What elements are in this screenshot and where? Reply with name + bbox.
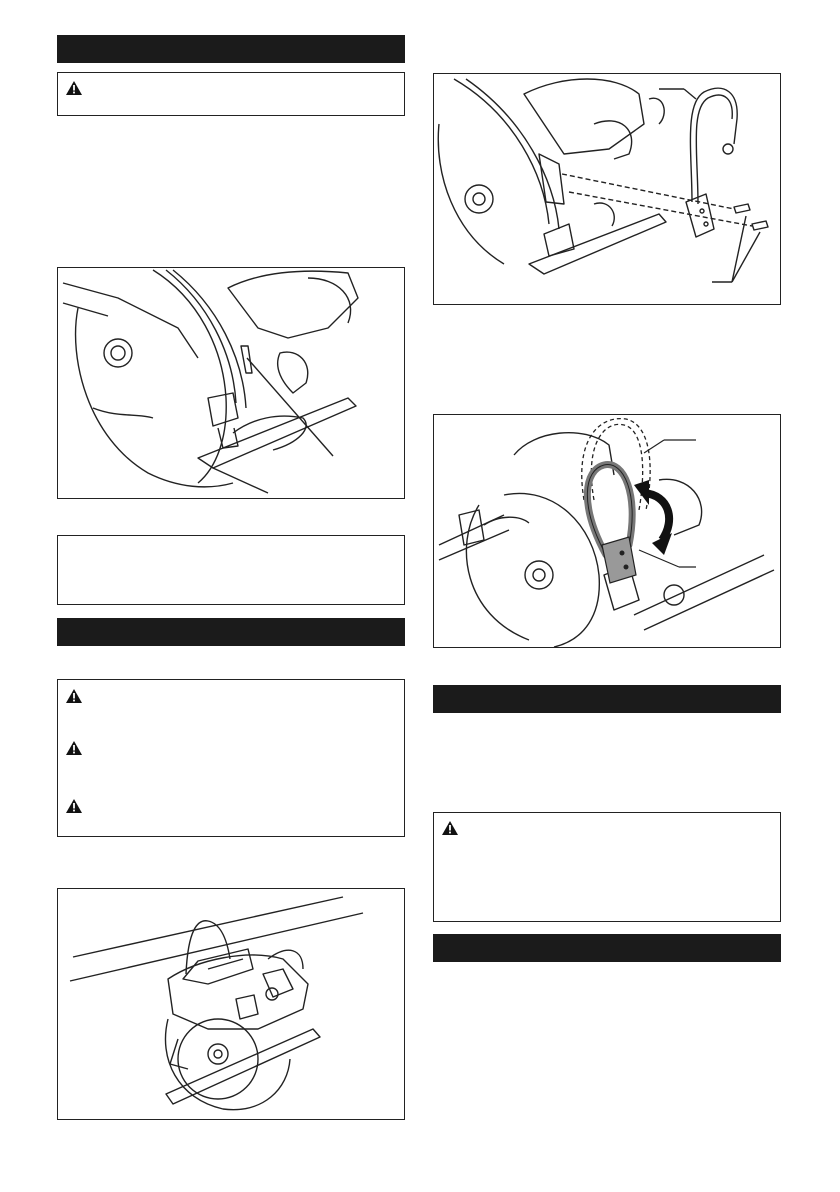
warning-triangle-icon xyxy=(65,740,83,756)
hook-rotate-illustration xyxy=(434,415,781,648)
figure-hook-rotate xyxy=(433,414,781,648)
warning-box-1 xyxy=(57,72,405,116)
hook-attach-illustration xyxy=(434,74,781,305)
warning-box-3 xyxy=(433,812,781,922)
figure-hook-attach xyxy=(433,73,781,305)
warning-triangle-icon xyxy=(65,688,83,704)
warning-triangle-icon xyxy=(441,820,459,836)
warning-triangle-icon xyxy=(65,80,83,96)
figure-saw-lever xyxy=(57,267,405,499)
figure-saw-hanging xyxy=(57,888,405,1120)
warning-box-2 xyxy=(57,679,405,837)
warning-triangle-icon xyxy=(65,798,83,814)
note-box-1 xyxy=(57,535,405,605)
section-header-2 xyxy=(57,618,405,646)
section-header-3 xyxy=(433,685,781,713)
saw-lever-illustration xyxy=(58,268,405,499)
section-header-4 xyxy=(433,934,781,962)
section-header-1 xyxy=(57,35,405,63)
saw-hanging-illustration xyxy=(58,889,405,1120)
